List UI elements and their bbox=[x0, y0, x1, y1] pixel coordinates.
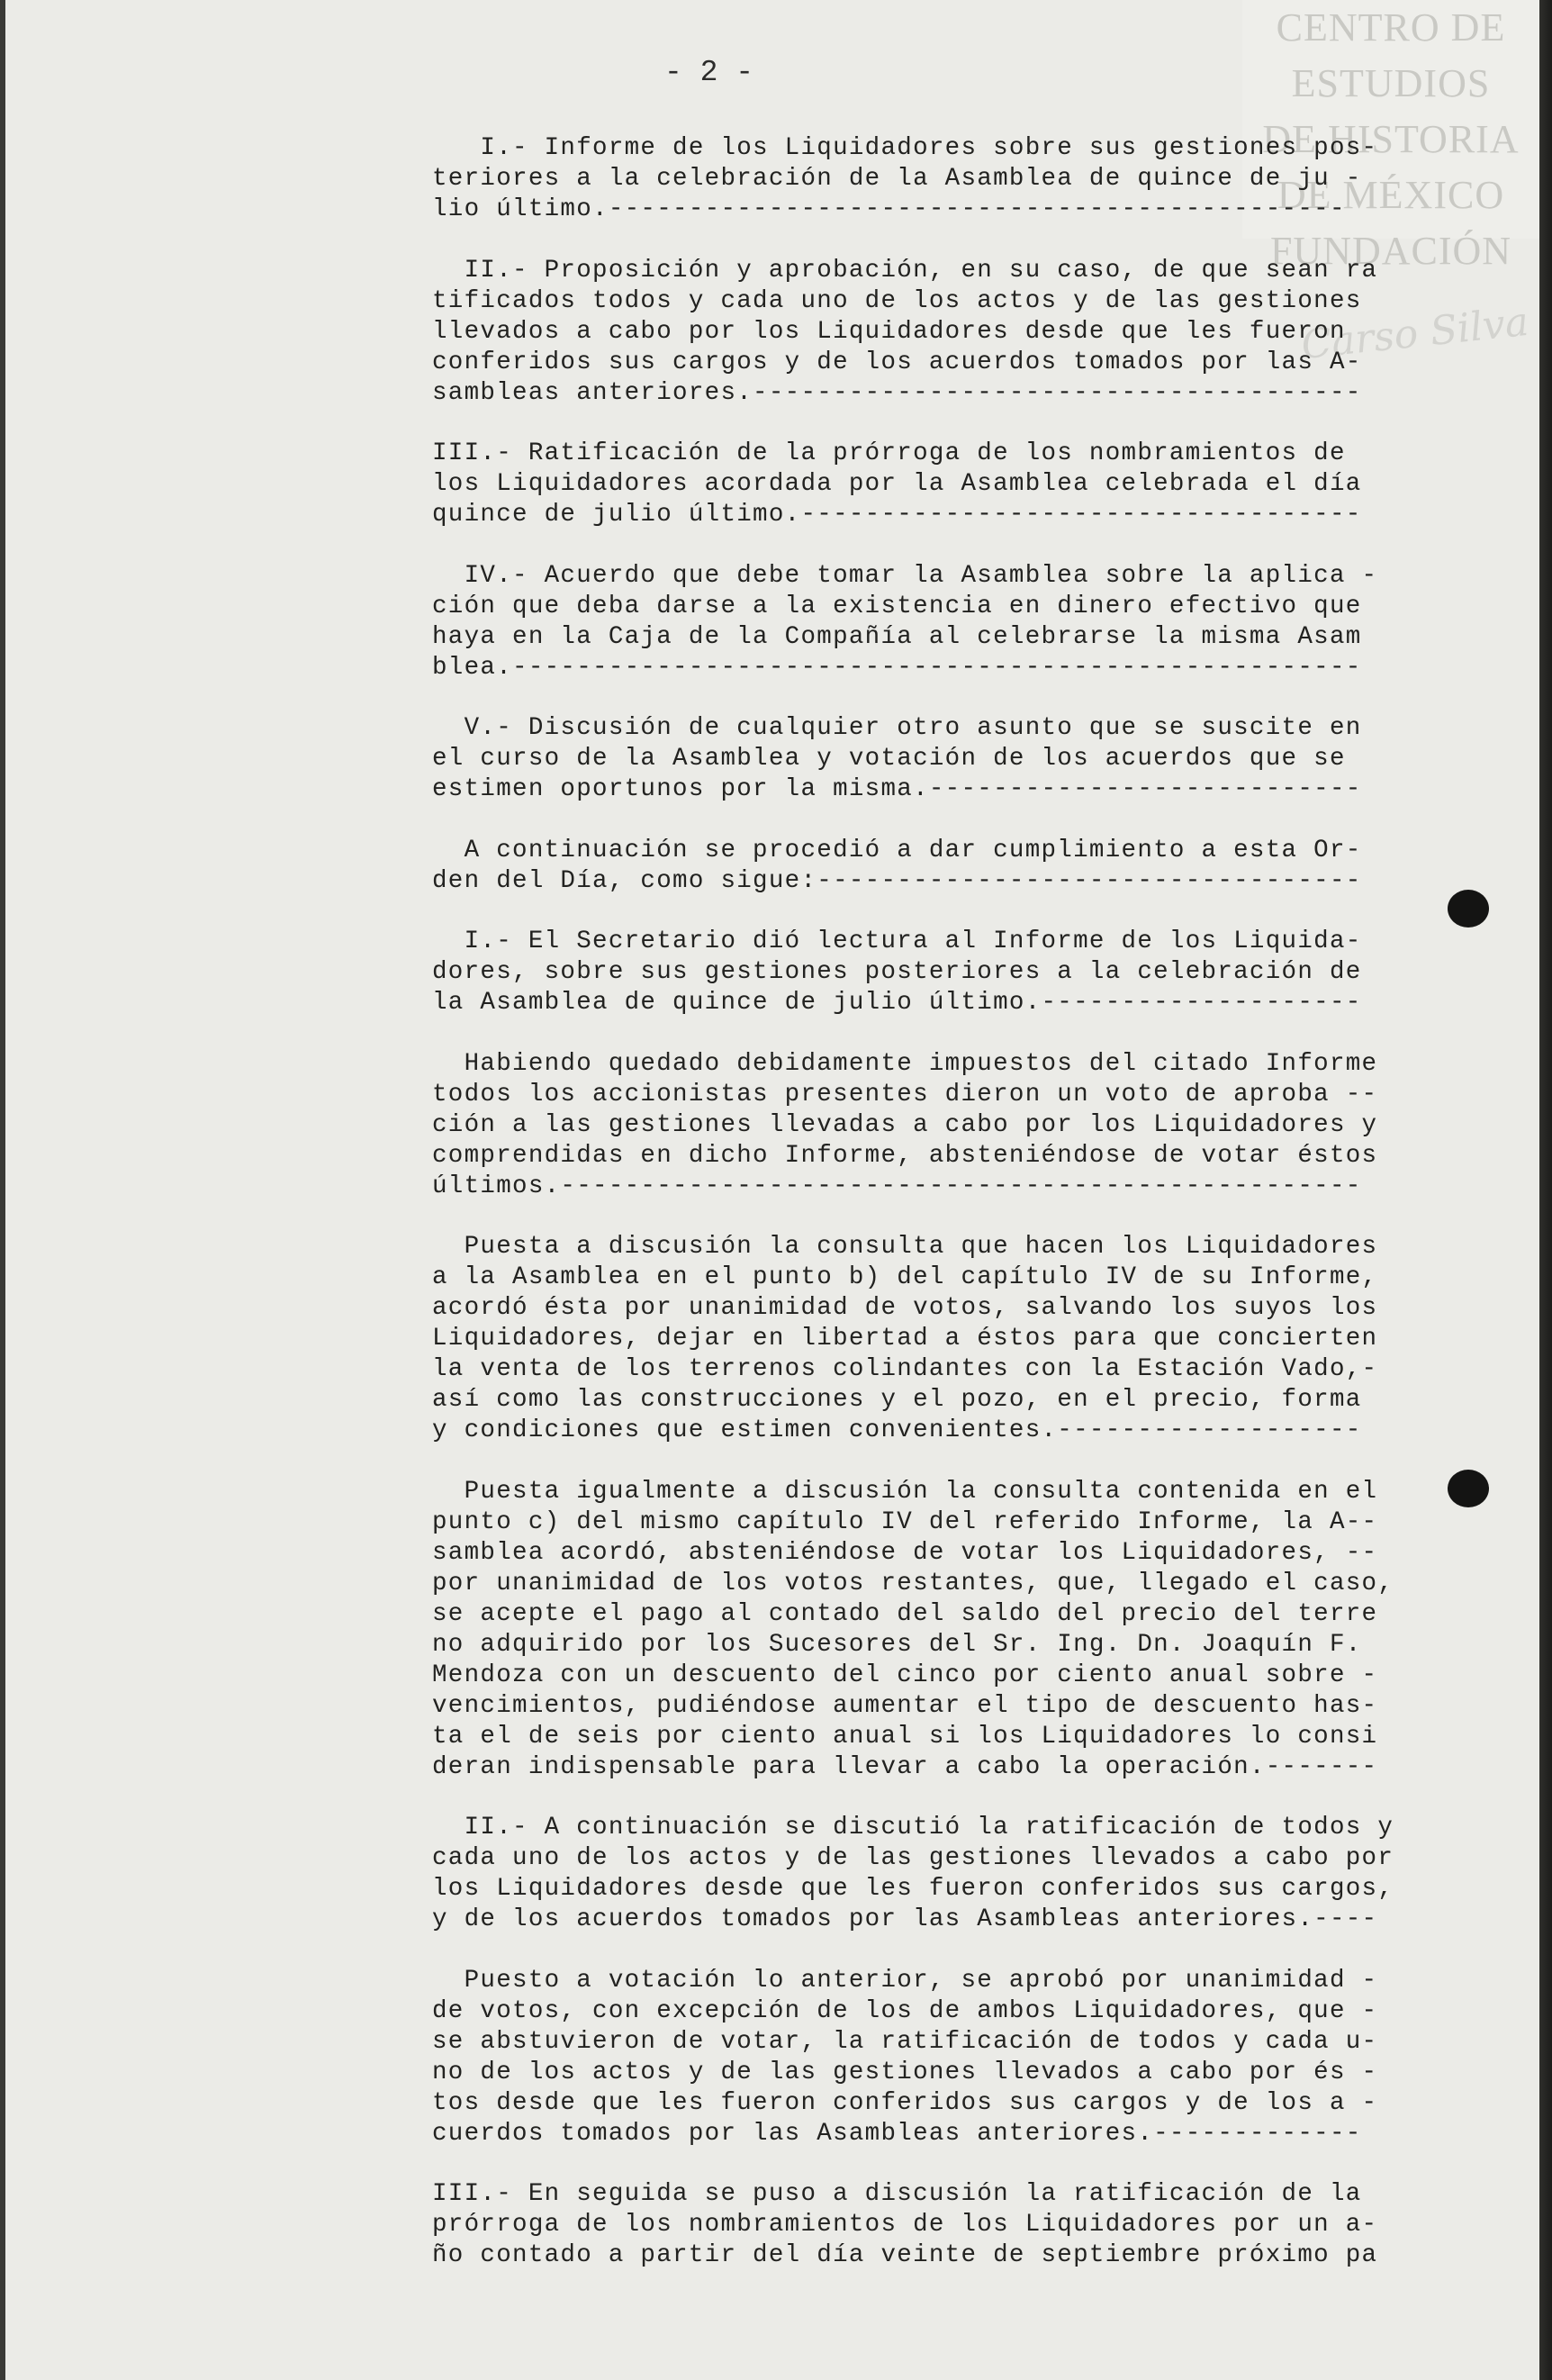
text-line: estimen oportunos por la misma.--------------------------- bbox=[432, 775, 1362, 803]
text-line: III.- En seguida se puso a discusión la ratificación de la bbox=[432, 2180, 1362, 2208]
page-left-edge bbox=[0, 0, 5, 2380]
text-line: la venta de los terrenos colindantes con la Estación Vado,- bbox=[432, 1355, 1378, 1383]
text-line: de votos, con excepción de los de ambos Liquidadores, que - bbox=[432, 1996, 1378, 2025]
text-line: dores, sobre sus gestiones posteriores a la celebración de bbox=[432, 958, 1362, 986]
text-line: teriores a la celebración de la Asamblea de quince de ju - bbox=[432, 165, 1362, 193]
paragraph bbox=[432, 1477, 1539, 1783]
paragraph bbox=[432, 1813, 1539, 1935]
text-line: a la Asamblea en el punto b) del capítulo IV de su Informe, bbox=[432, 1263, 1378, 1291]
text-line: los Liquidadores acordada por la Asamblea celebrada el día bbox=[432, 470, 1362, 498]
text-line: todos los accionistas presentes dieron un voto de aproba -- bbox=[432, 1080, 1378, 1109]
text-line: no de los actos y de las gestiones llevados a cabo por és - bbox=[432, 2058, 1378, 2086]
text-line: conferidos sus cargos y de los acuerdos tomados por las A- bbox=[432, 348, 1362, 376]
text-line: V.- Discusión de cualquier otro asunto que se suscite en bbox=[432, 714, 1362, 742]
text-line: Habiendo quedado debidamente impuestos del citado Informe bbox=[432, 1049, 1378, 1078]
paragraph bbox=[432, 133, 1539, 225]
paragraph bbox=[432, 1049, 1539, 1202]
text-line: Puesta igualmente a discusión la consulta contenida en el bbox=[432, 1477, 1378, 1506]
text-line: ta el de seis por ciento anual si los Liquidadores lo consi bbox=[432, 1722, 1378, 1751]
text-line: II.- A continuación se discutió la ratificación de todos y bbox=[432, 1814, 1394, 1842]
text-line: tificados todos y cada uno de los actos y de las gestiones bbox=[432, 286, 1362, 315]
text-line: se acepte el pago al contado del saldo del precio del terre bbox=[432, 1599, 1378, 1628]
text-line: no adquirido por los Sucesores del Sr. Ing. Dn. Joaquín F. bbox=[432, 1630, 1362, 1659]
punch-hole bbox=[1448, 1470, 1489, 1507]
watermark-line: DE HISTORIA bbox=[1262, 117, 1520, 161]
watermark-line: CENTRO DE bbox=[1276, 5, 1506, 50]
text-line: ño contado a partir del día veinte de septiembre próximo pa bbox=[432, 2241, 1378, 2269]
text-line: tos desde que les fueron conferidos sus cargos y de los a - bbox=[432, 2088, 1378, 2117]
text-line: por unanimidad de los votos restantes, que, llegado el caso, bbox=[432, 1569, 1394, 1597]
faint-signature: Carso Silva bbox=[1299, 298, 1531, 369]
text-line: Puesta a discusión la consulta que hacen los Liquidadores bbox=[432, 1233, 1378, 1261]
punch-hole bbox=[1448, 890, 1489, 928]
text-line: den del Día, como sigue:---------------------------------- bbox=[432, 866, 1362, 895]
text-line: la Asamblea de quince de julio último.-------------------- bbox=[432, 989, 1362, 1017]
text-line: cuerdos tomados por las Asambleas anteriores.------------- bbox=[432, 2119, 1362, 2148]
text-line: así como las construcciones y el pozo, en el precio, forma bbox=[432, 1386, 1362, 1414]
text-line: Liquidadores, dejar en libertad a éstos para que concierten bbox=[432, 1325, 1378, 1353]
paragraph bbox=[432, 2179, 1539, 2271]
page-right-edge bbox=[1539, 0, 1552, 2380]
paragraph bbox=[432, 713, 1539, 805]
text-line: comprendidas en dicho Informe, absteniéndose de votar éstos bbox=[432, 1141, 1378, 1170]
paragraph bbox=[432, 256, 1539, 409]
text-line: samblea acordó, absteniéndose de votar los Liquidadores, -- bbox=[432, 1538, 1378, 1567]
text-line: A continuación se procedió a dar cumplimiento a esta Or- bbox=[432, 836, 1362, 864]
text-line: Puesto a votación lo anterior, se aprobó por unanimidad - bbox=[432, 1966, 1378, 1995]
text-line: III.- Ratificación de la prórroga de los nombramientos de bbox=[432, 439, 1346, 467]
text-line: los Liquidadores desde que les fueron conferidos sus cargos, bbox=[432, 1875, 1394, 1903]
text-line: últimos.-------------------------------------------------- bbox=[432, 1172, 1362, 1200]
paragraph bbox=[432, 836, 1539, 897]
text-line: lio último.---------------------------------------------- bbox=[432, 195, 1346, 223]
text-line: I.- Informe de los Liquidadores sobre sus gestiones pos- bbox=[432, 134, 1378, 162]
text-line: el curso de la Asamblea y votación de los acuerdos que se bbox=[432, 745, 1346, 773]
watermark-line: ESTUDIOS bbox=[1291, 61, 1491, 105]
text-line: blea.----------------------------------------------------- bbox=[432, 653, 1362, 682]
text-line: IV.- Acuerdo que debe tomar la Asamblea sobre la aplica - bbox=[432, 561, 1378, 590]
paragraph bbox=[432, 1232, 1539, 1446]
text-line: llevados a cabo por los Liquidadores desde que les fueron bbox=[432, 317, 1346, 346]
text-line: haya en la Caja de la Compañía al celebrarse la misma Asam bbox=[432, 622, 1362, 651]
text-line: acordó ésta por unanimidad de votos, salvando los suyos los bbox=[432, 1294, 1378, 1322]
text-line: II.- Proposición y aprobación, en su caso, de que sean ra bbox=[432, 256, 1378, 285]
text-line: ción que deba darse a la existencia en dinero efectivo que bbox=[432, 592, 1362, 620]
text-line: y condiciones que estimen convenientes.------------------- bbox=[432, 1416, 1362, 1444]
paragraph bbox=[432, 1966, 1539, 2149]
paragraph bbox=[432, 927, 1539, 1018]
watermark-line: DE MÉXICO bbox=[1277, 173, 1505, 217]
text-line: Mendoza con un descuento del cinco por ciento anual sobre - bbox=[432, 1661, 1378, 1689]
text-line: se abstuvieron de votar, la ratificación de todos y cada u- bbox=[432, 2027, 1378, 2056]
text-line: deran indispensable para llevar a cabo la operación.------- bbox=[432, 1752, 1378, 1781]
watermark-line: FUNDACIÓN bbox=[1269, 229, 1512, 273]
document-body bbox=[432, 133, 1539, 2302]
paragraph bbox=[432, 439, 1539, 530]
text-line: sambleas anteriores.-------------------------------------- bbox=[432, 378, 1362, 407]
paragraph bbox=[432, 561, 1539, 683]
text-line: vencimientos, pudiéndose aumentar el tipo de descuento has- bbox=[432, 1691, 1378, 1720]
text-line: quince de julio último.----------------------------------- bbox=[432, 501, 1362, 529]
text-line: punto c) del mismo capítulo IV del referido Informe, la A-- bbox=[432, 1507, 1378, 1536]
text-line: cada uno de los actos y de las gestiones llevados a cabo por bbox=[432, 1844, 1394, 1872]
text-line: y de los acuerdos tomados por las Asambleas anteriores.---- bbox=[432, 1905, 1378, 1933]
text-line: I.- El Secretario dió lectura al Informe de los Liquida- bbox=[432, 928, 1362, 955]
text-line: ción a las gestiones llevadas a cabo por los Liquidadores y bbox=[432, 1110, 1378, 1139]
text-line: prórroga de los nombramientos de los Liquidadores por un a- bbox=[432, 2211, 1378, 2239]
page-number: - 2 - bbox=[664, 56, 754, 89]
